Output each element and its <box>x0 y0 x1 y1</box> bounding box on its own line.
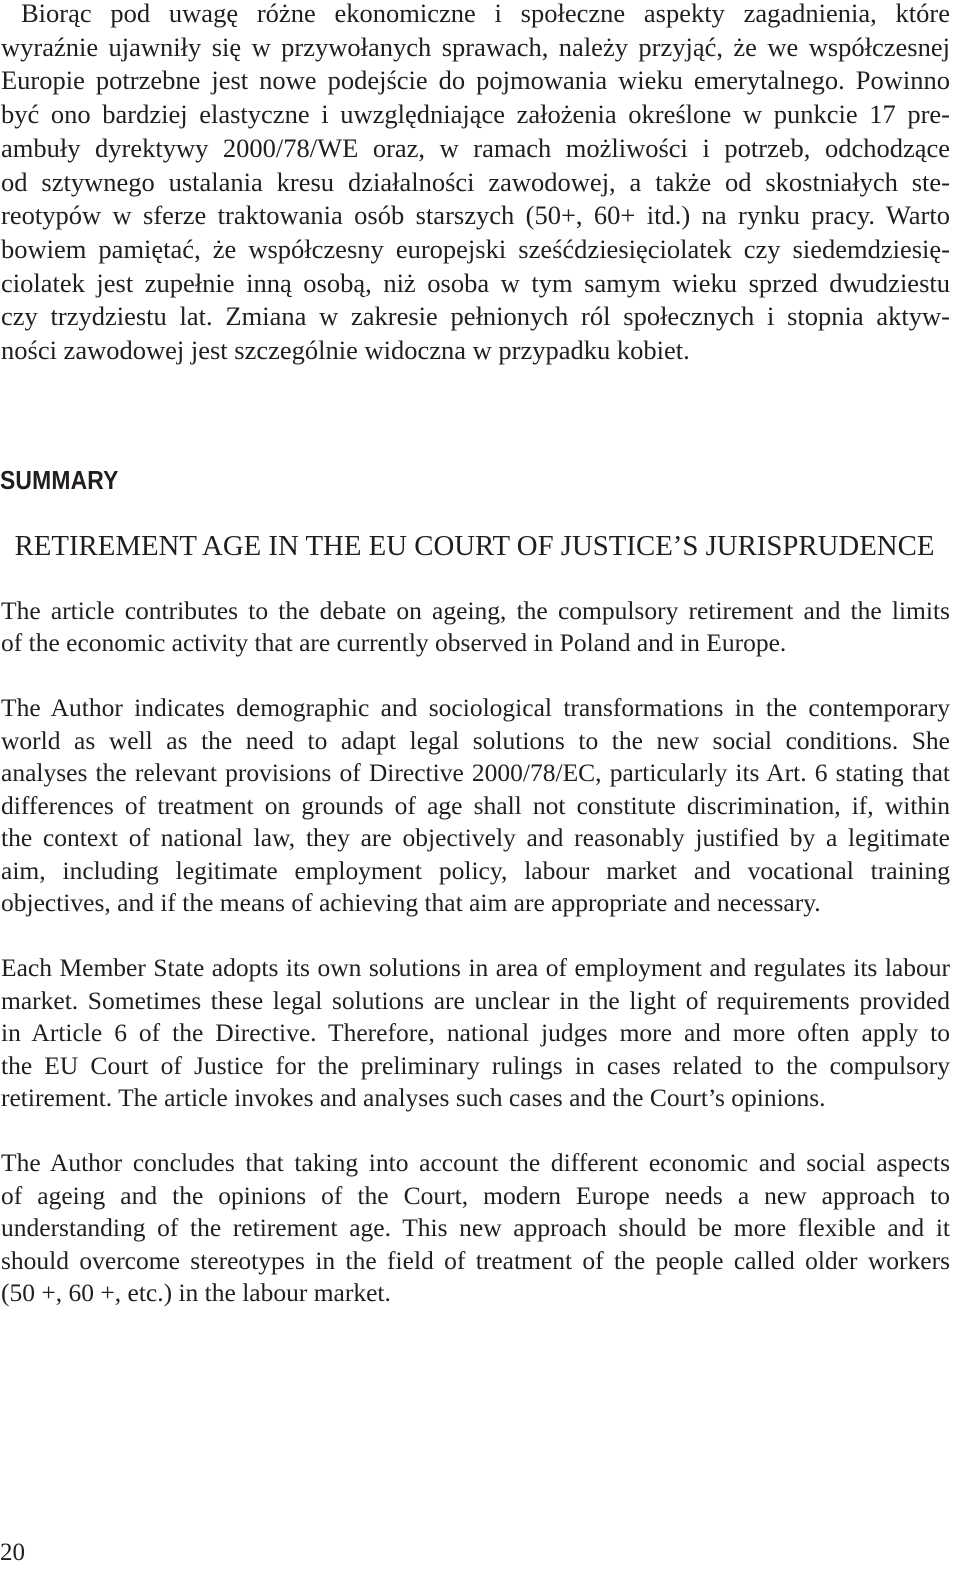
text-line: The Author indicates demographic and sociological transformations in the contemporary <box>1 693 950 723</box>
text-line: retirement. The article invokes and analyses such cases and the Court’s opinions. <box>1 1083 826 1113</box>
summary-paragraph <box>1 595 950 660</box>
text-line: in Article 6 of the Directive. Therefore, national judges more and more often apply to <box>1 1018 950 1048</box>
text-line: objectives, and if the means of achieving that aim are appropriate and necessary. <box>1 888 821 918</box>
summary-paragraph <box>1 692 950 919</box>
text-line: wyraźnie ujawniły się w przywołanych sprawach, należy przyjąć, że we współczesnej <box>1 31 950 62</box>
text-line: od sztywnego ustalania kresu działalności zawodowej, a także od skostniałych ste- <box>1 166 950 197</box>
text-line: should overcome stereotypes in the field of treatment of the people called older workers <box>1 1245 950 1275</box>
text-line: differences of treatment on grounds of age shall not constitute discrimination, if, within <box>1 790 950 820</box>
summary-paragraph <box>1 952 950 1114</box>
text-line: bowiem pamiętać, że współczesny europejski sześćdziesięciolatek czy siedemdziesię- <box>1 233 950 264</box>
summary-paragraph <box>1 1147 950 1309</box>
text-line: understanding of the retirement age. This new approach should be more flexible and it <box>1 1213 950 1243</box>
text-line: the context of national law, they are objectively and reasonably justified by a legitimate <box>1 823 950 853</box>
text-line: ciolatek jest zupełnie inną osobą, niż osoba w tym samym wieku sprzed dwudziestu <box>1 267 950 298</box>
text-line: of the economic activity that are currently observed in Poland and in Europe. <box>1 628 787 658</box>
text-line: the EU Court of Justice for the preliminary rulings in cases related to the compulsory <box>1 1050 950 1080</box>
text-line: aim, including legitimate employment policy, labour market and vocational training <box>1 855 950 885</box>
text-line: być ono bardziej elastyczne i uwzględniające założenia określone w punkcie 17 pre- <box>1 99 950 130</box>
text-line: ności zawodowej jest szczególnie widoczna w przypadku kobiet. <box>1 335 690 366</box>
summary-title: RETIREMENT AGE IN THE EU COURT OF JUSTICE’S JURISPRUDENCE <box>14 530 935 562</box>
text-line: world as well as the need to adapt legal solutions to the new social conditions. She <box>1 725 950 755</box>
page-number: 20 <box>0 1539 25 1566</box>
text-line: The article contributes to the debate on ageing, the compulsory retirement and the limits <box>1 596 950 625</box>
text-line: reotypów w sferze traktowania osób starszych (50+, 60+ itd.) na rynku pracy. Warto <box>1 200 950 231</box>
text-line: ambuły dyrektywy 2000/78/WE oraz, w ramach możliwości i potrzeb, odchodzące <box>1 132 950 163</box>
text-line: Each Member State adopts its own solutions in area of employment and regulates its labour <box>1 953 950 983</box>
text-line: Biorąc pod uwagę różne ekonomiczne i społeczne aspekty zagadnienia, które <box>21 0 950 28</box>
text-line: The Author concludes that taking into account the different economic and social aspects <box>1 1148 950 1178</box>
text-line: czy trzydziestu lat. Zmiana w zakresie pełnionych ról społecznych i stopnia aktyw- <box>1 301 950 332</box>
summary-body <box>1 595 950 1342</box>
polish-paragraph <box>1 0 950 368</box>
summary-heading: SUMMARY <box>0 465 119 495</box>
text-line: analyses the relevant provisions of Directive 2000/78/EC, particularly its Art. 6 stating that <box>1 758 950 788</box>
text-line: market. Sometimes these legal solutions are unclear in the light of requirements provided <box>1 985 950 1015</box>
text-line: of ageing and the opinions of the Court, modern Europe needs a new approach to <box>1 1180 950 1210</box>
text-line: Europie potrzebne jest nowe podejście do pojmowania wieku emerytalnego. Powinno <box>1 65 950 96</box>
text-line: (50 +, 60 +, etc.) in the labour market. <box>1 1278 391 1308</box>
